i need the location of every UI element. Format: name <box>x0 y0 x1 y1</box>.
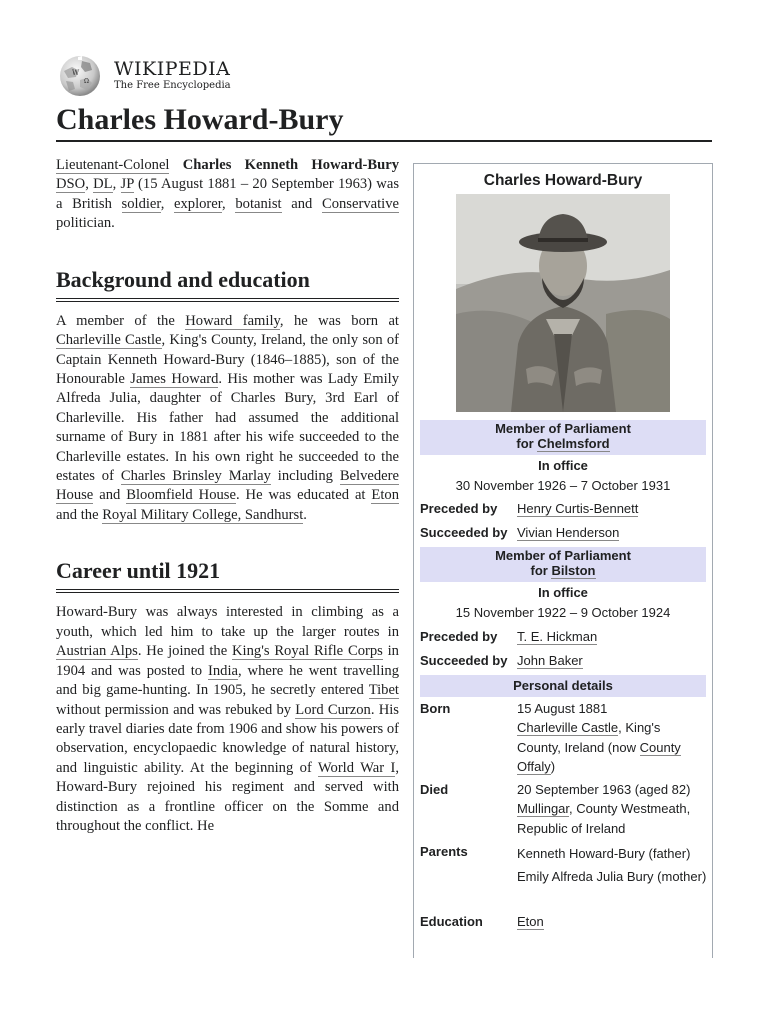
link-vivian-henderson[interactable]: Vivian Henderson <box>517 525 620 540</box>
link-soldier[interactable]: soldier <box>121 195 161 212</box>
link-botanist[interactable]: botanist <box>235 195 282 212</box>
link-t-e-hickman[interactable]: T. E. Hickman <box>517 629 598 644</box>
section-heading-background: Background and education <box>56 268 399 302</box>
link-eton-infobox[interactable]: Eton <box>517 914 544 929</box>
portrait-photo[interactable] <box>456 194 670 412</box>
link-lieutenant-colonel[interactable]: Lieutenant-Colonel <box>56 157 170 173</box>
puzzle-globe-icon <box>56 53 104 97</box>
link-eton[interactable]: Eton <box>371 487 399 504</box>
link-henry-curtis-bennett[interactable]: Henry Curtis-Bennett <box>517 501 639 516</box>
link-john-baker[interactable]: John Baker <box>517 653 583 668</box>
link-charles-brinsley-marlay[interactable]: Charles Brinsley Marlay <box>120 468 271 485</box>
parents-value <box>517 844 707 887</box>
infobox: Charles Howard-Bury Member of Parliament for Chelmsford In office 30 November 1926 – 7 October 1931 Preceded by Henry Curtis-Bennett Succeeded by Vivian Henderson Member of Parliament for Bilston In office 15 November 1922 – 9 October 1924 Preceded by T. E. Hickman Succeeded by John Baker Personal details Born 15 August 1881 Charleville Castle, King's County, Ireland (now County Offaly) Died 20 September 1963 (aged 82) Mullingar, County Westmeath, Republic of Ireland Parents Kenneth Howard-Bury (father) Emily Alfreda Julia Bury (mother) Education Eton <box>413 163 713 958</box>
infobox-title: Charles Howard-Bury <box>483 172 643 189</box>
mp-chelmsford-in-office: In office <box>538 458 588 473</box>
link-world-war-i[interactable]: World War I <box>317 759 396 776</box>
mp-bilston-header: Member of Parliament for Bilston <box>420 547 706 582</box>
link-austrian-alps[interactable]: Austrian Alps <box>56 643 138 660</box>
article-page <box>56 52 712 929</box>
mp-bilston-dates: 15 November 1922 – 9 October 1924 <box>455 605 671 620</box>
career-paragraph: Howard-Bury was always interested in climbing as a youth, which led him to take up the larger routes in Austrian Alps. He joined the King's Royal Rifle Corps in 1904 and was posted to India, where he went travelling and big game-hunting. In 1905, he secretly entered Tibet without permission and was rebuked by Lord Curzon. His early travel diaries date from 1906 and show his powers of observation, encyclopaedic knowledge of natural history, and linguistic ability. At the beginning of World War I, Howard-Bury rejoined his regiment and served with distinction as a frontline officer on the Somme and throughout the conflict. He <box>56 604 399 834</box>
link-chelmsford[interactable]: Chelmsford <box>537 436 610 451</box>
link-belvedere-house[interactable]: Belvedere House <box>56 468 399 504</box>
died-value: 20 September 1963 (aged 82) Mullingar, County Westmeath, Republic of Ireland <box>517 782 691 836</box>
link-jp[interactable]: JP <box>120 176 134 193</box>
link-mullingar[interactable]: Mullingar <box>517 801 570 817</box>
svg-text:W: W <box>72 69 80 77</box>
page-title: Charles Howard-Bury <box>56 103 712 142</box>
link-bloomfield-house[interactable]: Bloomfield House <box>126 487 236 504</box>
mp-chelmsford-header: Member of Parliament for Chelmsford <box>420 420 706 455</box>
link-james-howard[interactable]: James Howard <box>130 371 219 388</box>
link-kings-royal-rifle-corps[interactable]: King's Royal Rifle Corps <box>232 643 383 660</box>
link-dso[interactable]: DSO <box>56 176 86 193</box>
born-value: 15 August 1881 Charleville Castle, King's County, Ireland (now County Offaly) <box>517 701 681 775</box>
personal-details-header: Personal details <box>420 675 706 697</box>
subject-name: Charles Kenneth Howard-Bury <box>182 157 399 173</box>
section-heading-career: Career until 1921 <box>56 559 399 593</box>
link-tibet[interactable]: Tibet <box>368 682 399 699</box>
parent-mother: Emily Alfreda Julia Bury (mother) <box>517 869 707 885</box>
background-paragraph: A member of the Howard family, he was born at Charleville Castle, King's County, Ireland, the only son of Captain Kenneth Howard-Bury (1846–1885), son of the Honourable James Howard. His mother was Lady Emily Alfreda Julia, daughter of Charles Bury, 3rd Earl of Charleville. His father had assumed the additional surname of Bury in 1881 after his wife succeeded to the Charleville estates. In his own right he succeeded to the estates of Charles Brinsley Marlay including Belvedere House and Bloomfield House. He was educated at Eton and the Royal Military College, Sandhurst. <box>56 312 399 523</box>
link-lord-curzon[interactable]: Lord Curzon <box>295 701 371 718</box>
wikipedia-wordmark: WIKIPEDIA <box>114 57 231 80</box>
link-charleville-castle[interactable]: Charleville Castle <box>56 332 162 349</box>
mp-chelmsford-dates: 30 November 1926 – 7 October 1931 <box>455 478 671 493</box>
wikipedia-tagline: The Free Encyclopedia <box>114 79 231 91</box>
link-conservative[interactable]: Conservative <box>321 195 399 212</box>
link-charleville-castle-infobox[interactable]: Charleville Castle <box>517 720 619 736</box>
article-body <box>56 156 399 836</box>
wikipedia-logo[interactable] <box>56 52 712 98</box>
link-india[interactable]: India <box>207 662 238 679</box>
link-howard-family[interactable]: Howard family <box>185 312 280 329</box>
link-explorer[interactable]: explorer <box>174 195 223 212</box>
link-dl[interactable]: DL <box>93 176 113 193</box>
svg-text:Ω: Ω <box>84 78 89 85</box>
link-royal-military-college[interactable]: Royal Military College, Sandhurst <box>102 506 304 523</box>
lead-paragraph: Lieutenant-Colonel Charles Kenneth Howard-Bury DSO, DL, JP (15 August 1881 – 20 September 1963) was a British soldier, explorer, botanist and Conservative politician. <box>56 157 399 232</box>
mp-bilston-in-office: In office <box>538 585 588 600</box>
link-county-offaly[interactable]: County Offaly <box>517 739 681 775</box>
link-bilston[interactable]: Bilston <box>551 563 596 578</box>
parent-father: Kenneth Howard-Bury (father) <box>517 846 691 861</box>
